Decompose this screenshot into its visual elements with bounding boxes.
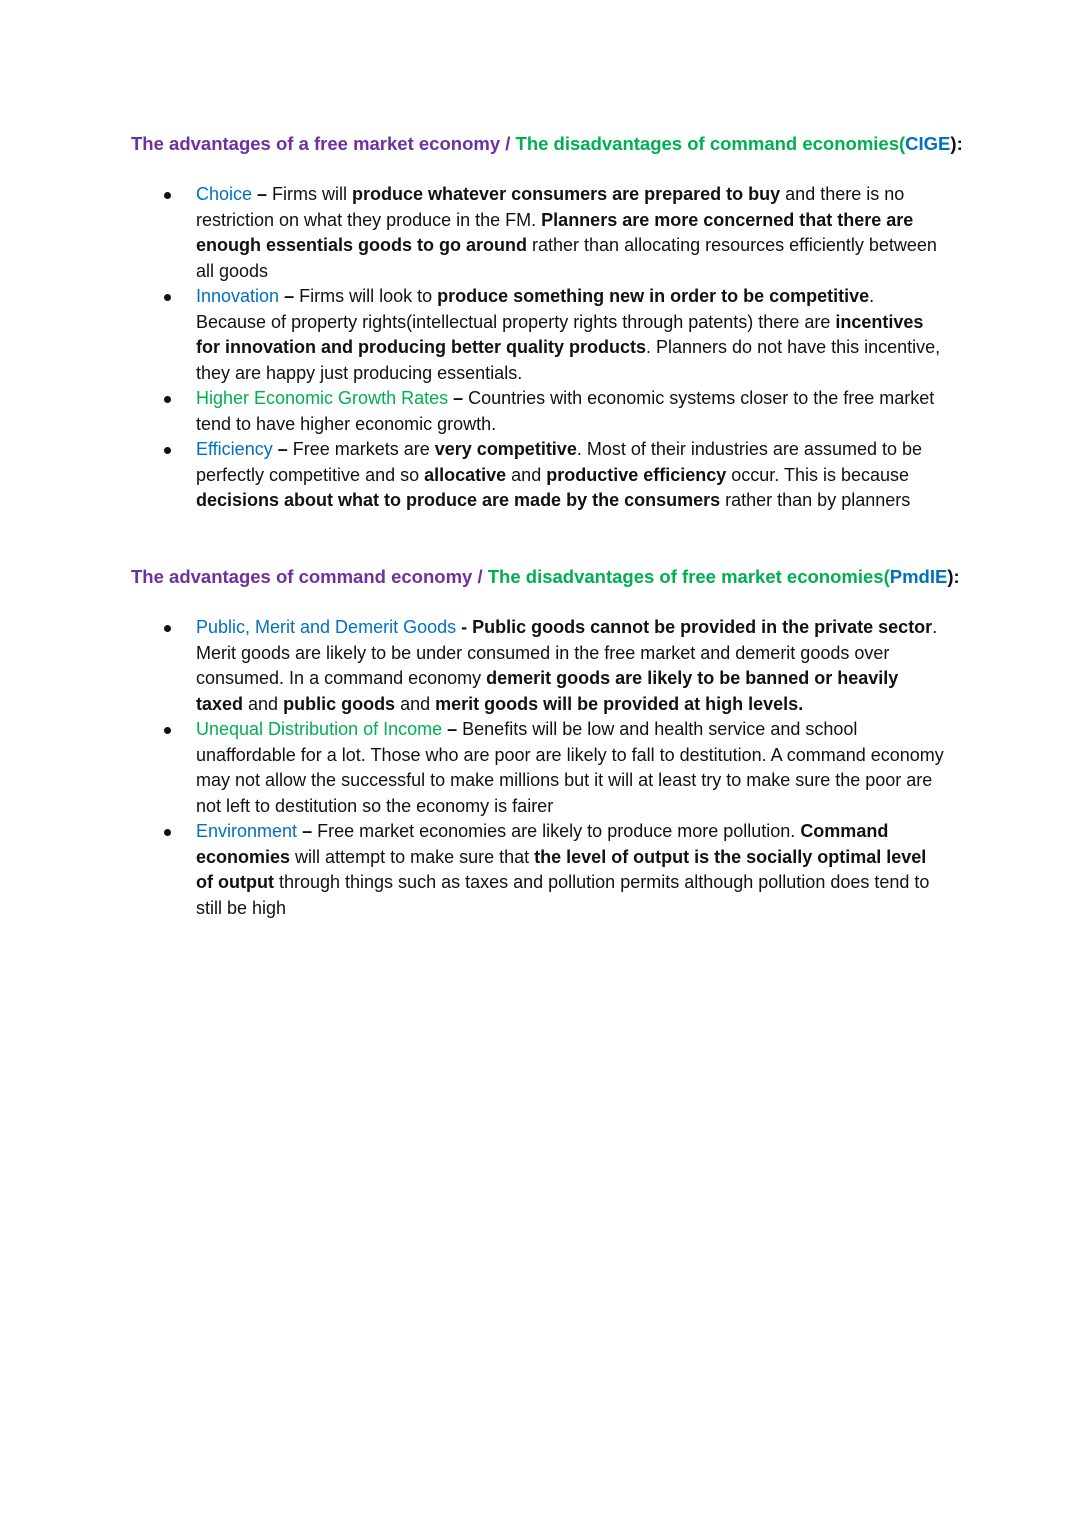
emphasis-text: incentives for innovation and producing better quality products <box>196 311 924 357</box>
heading-acronym-close: ): <box>947 566 960 587</box>
heading-acronym: PmdIE <box>889 566 948 587</box>
body-text: Countries with economic systems closer to the free market tend to have higher economic growth. <box>196 388 935 434</box>
list-item-term: Innovation <box>196 286 280 306</box>
body-text: Firms will <box>272 184 353 204</box>
body-text: occur. This is because <box>726 464 910 485</box>
list-item-dash: – <box>279 286 300 306</box>
list-item-dash: – <box>297 821 318 841</box>
list-item <box>0 182 1080 284</box>
list-item-term: Higher Economic Growth Rates <box>196 388 449 408</box>
list-item-text <box>196 386 946 437</box>
list-item-term: Choice <box>196 184 253 204</box>
section1-heading <box>131 131 1031 157</box>
heading-disadvantages: The disadvantages of free market economies <box>487 566 884 587</box>
bullet-icon <box>164 829 171 836</box>
emphasis-text: demerit goods are likely to be banned or heavily taxed <box>196 668 899 714</box>
emphasis-text: allocative <box>424 464 507 485</box>
list-item-text <box>196 284 946 386</box>
bullet-icon <box>164 625 171 632</box>
emphasis-text: Command economies <box>196 821 889 867</box>
list-item-dash: – <box>448 388 469 408</box>
emphasis-text: very competitive <box>434 439 577 459</box>
list-item-text <box>196 819 946 921</box>
list-item-term: Environment <box>196 821 298 841</box>
body-text: . Because of property rights(intellectual property rights through patents) there are <box>196 286 875 332</box>
list-item <box>0 284 1080 386</box>
section2-heading <box>131 564 1031 590</box>
list-item-text <box>196 437 946 514</box>
heading-advantages: The advantages of command economy <box>131 566 473 587</box>
list-item-dash: – <box>252 184 273 204</box>
heading-acronym-open: ( <box>899 133 906 154</box>
list-item-dash: – <box>442 719 463 739</box>
list-item <box>0 819 1080 921</box>
list-item-text <box>196 182 946 284</box>
bullet-icon <box>164 192 171 199</box>
body-text: Free market economies are likely to produce more pollution. <box>317 821 801 841</box>
list-item-term: Public, Merit and Demerit Goods <box>196 617 457 637</box>
heading-acronym-close: ): <box>950 133 963 154</box>
list-item <box>0 437 1080 514</box>
body-text: and <box>395 693 436 714</box>
list-item <box>0 386 1080 437</box>
emphasis-text: productive efficiency <box>546 464 727 485</box>
body-text: will attempt to make sure that <box>290 846 535 867</box>
bullet-icon <box>164 396 171 403</box>
bullet-icon <box>164 727 171 734</box>
heading-acronym-open: ( <box>883 566 890 587</box>
emphasis-text: public goods <box>283 693 396 714</box>
emphasis-text: produce whatever consumers are prepared to buy <box>352 184 781 204</box>
emphasis-text: decisions about what to produce are made by the consumers <box>196 490 721 510</box>
body-text: Free markets are <box>292 439 435 459</box>
body-text: through things such as taxes and pollution permits although pollution does tend to still be high <box>196 872 930 918</box>
list-item-text <box>196 717 946 819</box>
body-text: rather than by planners <box>720 490 911 510</box>
bullet-icon <box>164 447 171 454</box>
body-text: and there is no restriction on what they produce in the FM. <box>196 184 905 230</box>
body-text: . Merit goods are likely to be under consumed in the free market and demerit goods over consumed. In a command economy <box>196 617 938 688</box>
emphasis-text: the level of output is the socially optimal level of output <box>196 846 927 892</box>
emphasis-text: merit goods will be provided at high levels. <box>435 693 804 714</box>
section2-list <box>0 615 1080 921</box>
heading-advantages: The advantages of a free market economy <box>131 133 501 154</box>
heading-disadvantages: The disadvantages of command economies <box>515 133 899 154</box>
emphasis-text: produce something new in order to be competitive <box>437 286 870 306</box>
section1-list <box>0 182 1080 514</box>
list-item-term: Efficiency <box>196 439 273 459</box>
emphasis-text: Public goods cannot be provided in the private sector <box>472 617 933 637</box>
list-item-dash: – <box>272 439 293 459</box>
list-item-dash: - <box>456 617 473 637</box>
body-text: and <box>243 693 284 714</box>
body-text: rather than allocating resources efficiently between all goods <box>196 235 937 281</box>
body-text: . Planners do not have this incentive, they are happy just producing essentials. <box>196 337 941 383</box>
list-item <box>0 615 1080 717</box>
list-item-term: Unequal Distribution of Income <box>196 719 443 739</box>
heading-separator: / <box>500 133 516 154</box>
list-item-text <box>196 615 946 717</box>
heading-acronym: CIGE <box>905 133 951 154</box>
bullet-icon <box>164 294 171 301</box>
body-text: Firms will look to <box>299 286 438 306</box>
body-text: and <box>506 464 547 485</box>
list-item <box>0 717 1080 819</box>
emphasis-text: Planners are more concerned that there are enough essentials goods to go around <box>196 209 914 255</box>
body-text: Benefits will be low and health service and school unaffordable for a lot. Those who are poor are likely to fall to destitution. A command economy may not allow the successful to make millions but it will at least try to make sure the poor are not left to destitution so the economy is fairer <box>196 719 944 816</box>
heading-separator: / <box>472 566 488 587</box>
body-text: . Most of their industries are assumed to be perfectly competitive and so <box>196 439 923 485</box>
